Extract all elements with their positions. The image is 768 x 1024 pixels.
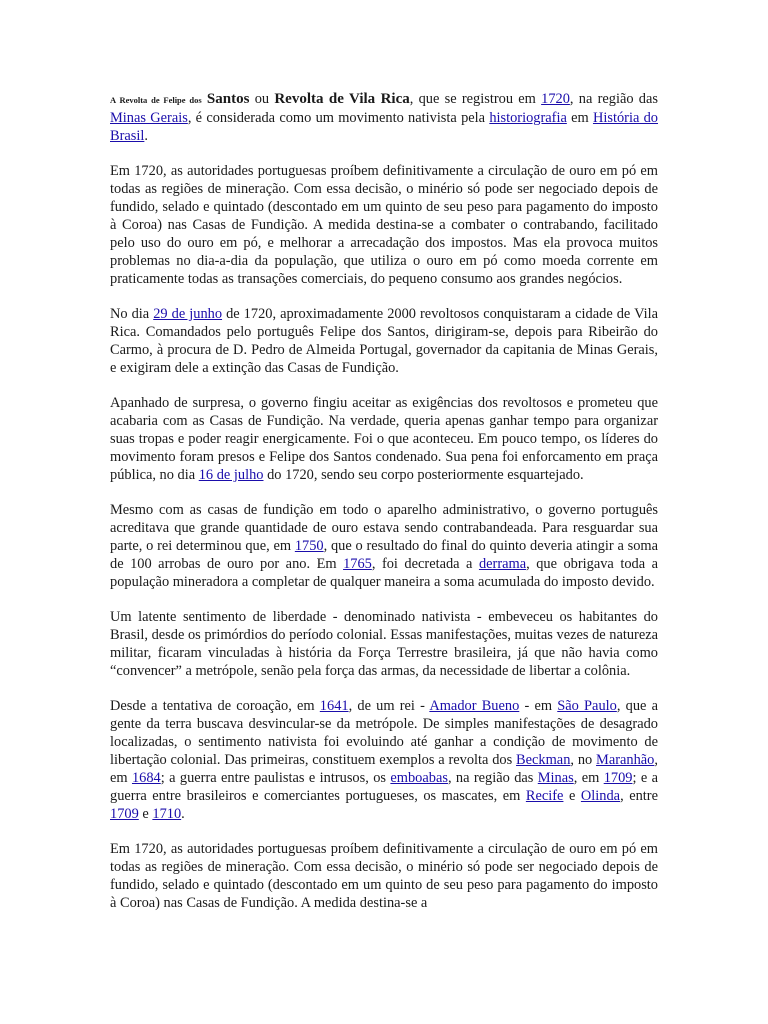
link-1709[interactable]: 1709 xyxy=(603,770,633,786)
paragraph-29-junho xyxy=(110,305,658,377)
text-fragment: , em xyxy=(110,752,658,786)
text-fragment: , na região das xyxy=(447,770,538,786)
text-fragment: ; e a guerra entre brasileiros e comerciantes portugueses, os mascates, em xyxy=(110,770,658,804)
text-fragment: No dia xyxy=(110,306,154,322)
text-fragment: em xyxy=(566,110,593,126)
text-fragment: do 1720, sendo seu corpo posteriormente esquartejado. xyxy=(263,467,584,483)
link-1710[interactable]: 1710 xyxy=(152,806,182,822)
text-fragment: Desde a tentativa de coroação, em xyxy=(110,698,320,714)
link-historiografia[interactable]: historiografia xyxy=(489,110,567,126)
title-prefix: A Revolta de Felipe dos xyxy=(110,95,202,105)
text-fragment: , entre xyxy=(620,788,658,804)
text-fragment: ou xyxy=(249,91,275,107)
text-fragment: , no xyxy=(570,752,597,768)
text-fragment: e xyxy=(563,788,581,804)
link-1720[interactable]: 1720 xyxy=(541,91,570,107)
text-fragment: ; a guerra entre paulistas e intrusos, os xyxy=(160,770,391,786)
text-fragment: de 1720, aproximadamente 2000 revoltosos conquistaram a cidade de Vila Rica. Comandados pelo português Felipe dos Santos, dirigiram-se, depois para Ribeirão do Carmo, à procura de D. Pedro de Almeida Portugal, governador da capitania de Minas Gerais, e exigiram dele a extinção das Casas de Fundição. xyxy=(110,306,658,376)
text-fragment: , é considerada como um movimento nativista pela xyxy=(187,110,490,126)
link-emboabas[interactable]: emboabas xyxy=(390,770,448,786)
link-amador-bueno[interactable]: Amador Bueno xyxy=(429,698,520,714)
link-recife[interactable]: Recife xyxy=(525,788,564,804)
link-1765[interactable]: 1765 xyxy=(343,556,372,572)
text-fragment: - em xyxy=(519,698,558,714)
text-fragment: . xyxy=(181,806,185,822)
document-body xyxy=(110,90,658,929)
paragraph-coroacao xyxy=(110,697,658,823)
text-fragment: , que a gente da terra buscava desvincular-se da metrópole. De simples manifestações de desagrado localizadas, o sentimento nativista foi evoluindo até ganhar a condição de movimento de libertação colonial. Das primeiras, constituem exemplos a revolta dos xyxy=(110,698,659,768)
link-16-de-julho[interactable]: 16 de julho xyxy=(198,467,264,483)
text-fragment: , que se registrou em xyxy=(409,91,542,107)
paragraph-proibicao-ouro-repeat: Em 1720, as autoridades portuguesas proíbem definitivamente a circulação de ouro em pó em todas as regiões de mineração. Com essa decisão, o minério só pode ser negociado depois de fundido, selado e quintado (descontado em um quinto de seu peso para pagamento do imposto à Coroa) nas Casas de Fundição. A medida destina-se a xyxy=(110,841,658,911)
link-1641[interactable]: 1641 xyxy=(319,698,349,714)
text-fragment: . xyxy=(144,128,148,144)
link-minas[interactable]: Minas xyxy=(537,770,574,786)
link-minas-gerais[interactable]: Minas Gerais xyxy=(110,110,188,126)
text-fragment: , que o resultado do final do quinto deveria atingir a soma de 100 arrobas de ouro por ano. Em xyxy=(110,538,659,572)
paragraph-proibicao-ouro: Em 1720, as autoridades portuguesas proíbem definitivamente a circulação de ouro em pó em todas as regiões de mineração. Com essa decisão, o minério só pode ser negociado depois de fundido, selado e quintado (descontado em um quinto de seu peso para pagamento do imposto à Coroa) nas Casas de Fundição. A medida destina-se a combater o contrabando, facilitado pelo uso do ouro em pó, e melhorar a arrecadação dos impostos. Mas ela provoca muitos problemas no dia-a-dia da população, que utiliza o ouro em pó como moeda corrente em praticamente todas as transações comerciais, do pequeno consumo aos grandes negócios. xyxy=(110,163,658,287)
text-fragment: e xyxy=(138,806,153,822)
link-derrama[interactable]: derrama xyxy=(478,556,527,572)
text-fragment: , que obrigava toda a população mineradora a completar de qualquer maneira a soma acumulada do imposto devido. xyxy=(110,556,658,590)
link-beckman[interactable]: Beckman xyxy=(516,752,571,768)
text-fragment: Apanhado de surpresa, o governo fingiu aceitar as exigências dos revoltosos e prometeu que acabaria com as Casas de Fundição. Na verdade, queria apenas ganhar tempo para organizar suas tropas e poder reagir energicamente. Foi o que aconteceu. Em pouco tempo, os líderes do movimento foram presos e Felipe dos Santos condenado. Sua pena foi enforcamento em praça pública, no dia xyxy=(110,395,658,483)
paragraph-sentimento-liberdade: Um latente sentimento de liberdade - denominado nativista - embeveceu os habitantes do Brasil, desde os primórdios do período colonial. Essas manifestações, muitas vezes de natureza militar, ficaram vinculadas à história da Força Terrestre brasileira, já que não havia como “convencer” a metrópole, senão pela força das armas, da necessidade de libertar a colônia. xyxy=(110,609,658,679)
paragraph-casas-fundicao xyxy=(110,501,658,591)
title-santos: Santos xyxy=(206,91,250,107)
text-fragment: , na região das xyxy=(569,91,658,107)
link-historia-do-brasil[interactable]: História do Brasil xyxy=(110,110,658,144)
link-1684[interactable]: 1684 xyxy=(131,770,161,786)
text-fragment: , de um rei - xyxy=(348,698,430,714)
link-29-de-junho[interactable]: 29 de junho xyxy=(153,306,223,322)
link-olinda[interactable]: Olinda xyxy=(580,788,621,804)
link-maranhao[interactable]: Maranhão xyxy=(596,752,655,768)
title-vila-rica: Revolta de Vila Rica xyxy=(274,91,410,107)
link-1709-b[interactable]: 1709 xyxy=(110,806,139,822)
paragraph-intro xyxy=(110,90,658,145)
text-fragment: Mesmo com as casas de fundição em todo o aparelho administrativo, o governo português acreditava que grande quantidade de ouro estava sendo contrabandeada. Para resguardar sua parte, o rei determinou que, em xyxy=(110,502,658,554)
text-fragment: , em xyxy=(573,770,604,786)
text-fragment: , foi decretada a xyxy=(371,556,479,572)
link-1750[interactable]: 1750 xyxy=(294,538,324,554)
paragraph-surpresa xyxy=(110,394,658,484)
link-sao-paulo[interactable]: São Paulo xyxy=(557,698,617,714)
